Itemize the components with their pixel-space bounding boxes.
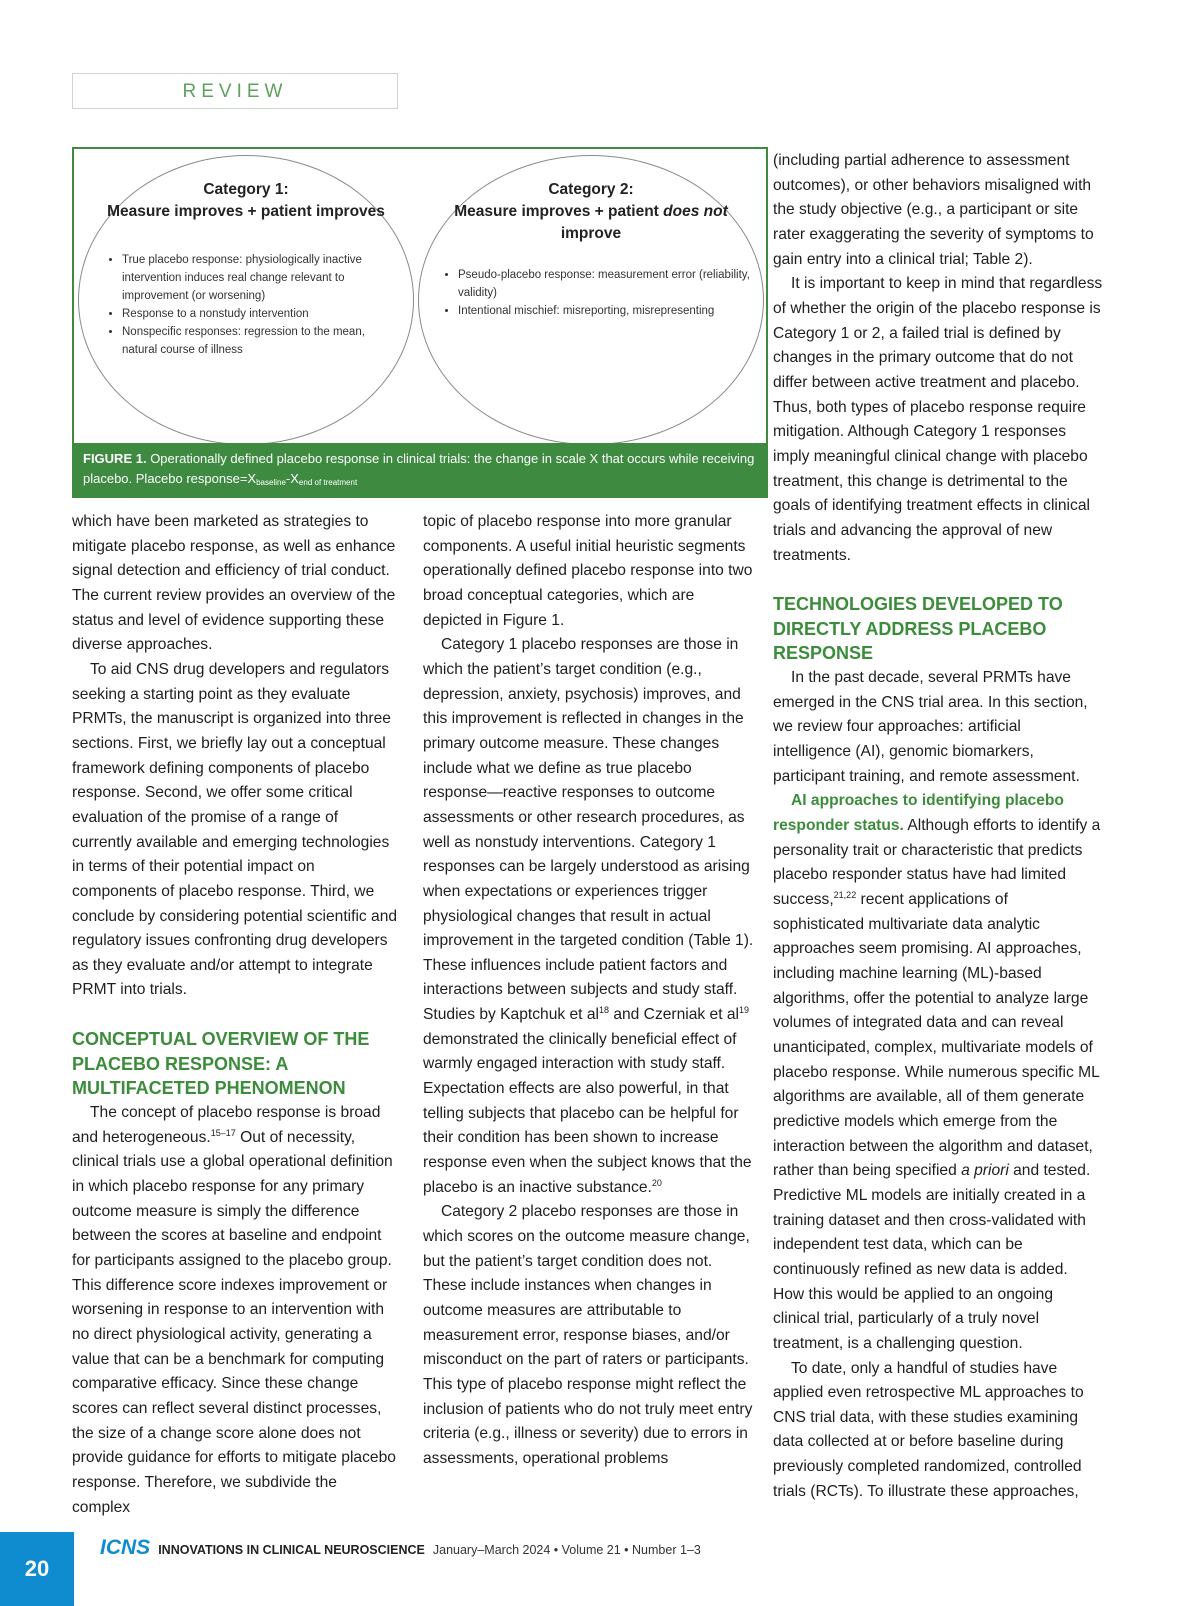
category-2-title	[428, 179, 754, 245]
citation: 18	[598, 1005, 609, 1016]
citation: 21,22	[833, 890, 857, 901]
citation: 20	[651, 1177, 662, 1188]
column-1	[72, 510, 398, 1520]
journal-name: INNOVATIONS IN CLINICAL NEUROSCIENCE	[158, 1543, 425, 1557]
paragraph: To date, only a handful of studies have applied even retrospective ML approaches to CNS trial data, with these studies examining data collected at or before baseline during previously completed randomized, controlled trials (RCTs). To illustrate these approaches,	[773, 1359, 1084, 1500]
category-2-title-line3: improve	[560, 225, 622, 242]
category-2-title-line2: Measure improves + patient does not	[454, 203, 728, 220]
category-1-item: • Nonspecific responses: regression to the mean, natural course of illness	[122, 323, 398, 359]
section-heading: TECHNOLOGIES DEVELOPED TO DIRECTLY ADDRESS PLACEBO RESPONSE	[773, 594, 1063, 664]
citation: 15–17	[210, 1127, 236, 1138]
category-2-item: • Intentional mischief: misreporting, misrepresenting	[458, 302, 758, 320]
citation: 19	[739, 1005, 750, 1016]
column-3	[773, 149, 1103, 1504]
paragraph: Category 2 placebo responses are those in which scores on the outcome measure change, but the patient’s target condition does not. These include instances when changes in outcome measures are attributable to measurement error, response biases, and/or misconduct on the part of raters or participants. This type of placebo response might reflect the inclusion of patients who do not truly meet entry criteria (e.g., illness or severity) due to errors in assessments, operational problems	[423, 1203, 753, 1467]
paragraph: (including partial adherence to assessment outcomes), or other behaviors misaligned with the study objective (e.g., a participant or site rater exaggerating the severity of symptoms to gain entry into a clinical trial; Table 2).	[773, 152, 1094, 268]
category-1-item: • Response to a nonstudy intervention	[122, 305, 398, 323]
category-2-item: • Pseudo-placebo response: measurement error (reliability, validity)	[458, 266, 758, 302]
paragraph: The concept of placebo response is broad and heterogeneous.$^{15-17}$ Out of necessity, clinical trials use a global operational definition in which placebo response for any primary outcome measure is simply the difference between the scores at baseline and endpoint for participants assigned to the placebo group. This difference score indexes improvement or worsening in response to an intervention with no direct physiological activity, generating a value that can be a benchmark for computing comparative efficacy. Since these change scores can reflect several distinct processes, the size of a change score alone does not provide guidance for efforts to mitigate placebo response. Therefore, we subdivide the complex	[72, 1104, 396, 1516]
figure-1	[72, 147, 768, 498]
category-1-title	[88, 179, 404, 223]
section-heading: CONCEPTUAL OVERVIEW OF THE PLACEBO RESPONSE: A MULTIFACETED PHENOMENON	[72, 1029, 370, 1099]
figure-caption: FIGURE 1. Operationally defined placebo response in clinical trials: the change in scale X that occurs while receiving placebo. Placebo $response=X_{baseline}-X_{end of treatment}$	[74, 443, 766, 496]
category-1-item: • True placebo response: physiologically inactive intervention induces real change relevant to improvement (or worsening)	[122, 251, 398, 305]
paragraph: topic of placebo response into more granular components. A useful initial heuristic segments operationally defined placebo response into two broad conceptual categories, which are depicted in Figure 1.	[423, 513, 753, 629]
column-2	[423, 510, 755, 1472]
section-tag: REVIEW	[72, 73, 398, 109]
emphasis-does-not: does not	[663, 203, 728, 220]
paragraph: It is important to keep in mind that regardless of whether the origin of the placebo response is Category 1 or 2, a failed trial is defined by changes in the primary outcome that do not differ between active treatment and placebo. Thus, both types of placebo response require mitigation. Although Category 1 responses imply meaningful clinical change with placebo treatment, this change is detrimental to the goals of identifying treatment effects in clinical trials and advancing the approval of new treatments.	[773, 275, 1103, 564]
category-1-title-line2: Measure improves + patient improves	[107, 203, 385, 220]
paragraph: To aid CNS drug developers and regulators seeking a starting point as they evaluate PRMTs, the manuscript is organized into three sections. First, we briefly lay out a conceptual framework defining components of placebo response. Second, we offer some critical evaluation of the promise of a range of currently available and emerging technologies in terms of their potential impact on components of placebo response. Third, we conclude by considering potential scientific and regulatory issues confronting drug developers as they evaluate and/or attempt to integrate PRMT into trials.	[72, 660, 398, 999]
paragraph: AI approaches to identifying placebo responder status. Although efforts to identify a personality trait or characteristic that predicts placebo responder status have had limited success,$^{21,22}$ recent applications of sophisticated multivariate data analytic approaches seem promising. AI approaches, including machine learning (ML)-based algorithms, offer the potential to analyze large volumes of integrated data and can reveal unanticipated, complex, multivariate models of placebo response. While numerous specific ML algorithms are available, all of them generate predictive models which emerge from the interaction between the algorithm and dataset, rather than being specified a priori and tested. Predictive ML models are initially created in a training dataset and then cross-validated with independent test data, which can be continuously refined as new data is added. How this would be applied to an ongoing clinical trial, particularly of a truly novel treatment, is a challenging question.	[773, 792, 1101, 1352]
run-in-heading: AI approaches to identifying placebo responder status.	[773, 792, 1064, 835]
category-2-list	[434, 266, 758, 320]
page-number: 20	[0, 1532, 74, 1606]
paragraph: Category 1 placebo responses are those in which the patient’s target condition (e.g., depression, anxiety, psychosis) improves, and this improvement is reflected in changes in the primary outcome measure. These changes include what we define as true placebo response—reactive responses to outcome assessments or other research procedures, as well as nonstudy interventions. Category 1 responses can be largely understood as arising when expectations or experiences trigger physiological changes that result in actual improvement in the targeted condition (Table 1). These influences include patient factors and interactions between subjects and study staff. Studies by Kaptchuk et $al^{18}$ and Czerniak et $al^{19}$ demonstrated the clinically beneficial effect of warmly engaged interaction with study staff. Expectation effects are also powerful, in that telling subjects that placebo can be helpful for their condition has been shown to increase response even when the subject knows that the placebo is an inactive substance.$^{20}$	[423, 636, 754, 1196]
journal-logo: ICNS	[100, 1536, 151, 1559]
paragraph: In the past decade, several PRMTs have emerged in the CNS trial area. In this section, we review four approaches: artificial intelligence (AI), genomic biomarkers, participant training, and remote assessment.	[773, 669, 1088, 785]
footer	[100, 1536, 701, 1560]
issue-info: January–March 2024 • Volume 21 • Number 1–3	[432, 1543, 701, 1557]
paragraph: which have been marketed as strategies to mitigate placebo response, as well as enhance signal detection and efficiency of trial conduct. The current review provides an overview of the status and level of evidence supporting these diverse approaches.	[72, 513, 396, 654]
category-2-title-line1: Category 2:	[548, 181, 634, 198]
caption-label: FIGURE 1.	[83, 451, 147, 466]
category-1-title-line1: Category 1:	[203, 181, 289, 198]
category-1-list	[98, 251, 398, 359]
